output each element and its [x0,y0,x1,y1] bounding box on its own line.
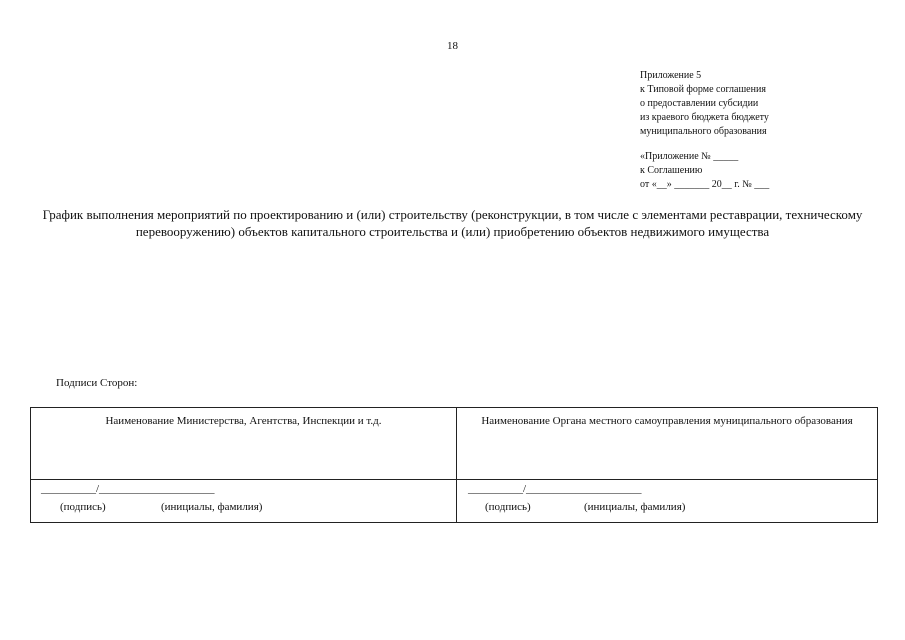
ministry-signature-line: __________/_____________________ [41,483,215,495]
appendix-line: из краевого бюджета бюджету [640,112,769,123]
document-title: График выполнения мероприятий по проектированию и (или) строительству (реконструкции, в том числе с элементами реставрации, техническому перевооружению) объектов капитального строительства и (или) приобретению объектов недвижимого имущества [42,207,863,239]
agreement-line: от «__» _______ 20__ г. № ___ [640,179,770,190]
agreement-reference [640,150,769,192]
appendix-line: о предоставлении субсидии [640,98,759,109]
signatures-label: Подписи Сторон: [56,377,138,389]
appendix-line: муниципального образования [640,126,767,137]
appendix-line: Приложение 5 [640,70,702,81]
municipality-signature-caption: (подпись) [485,501,531,513]
ministry-org-name: Наименование Министерства, Агентства, Инспекции и т.д. [105,415,382,427]
municipality-initials-caption: (инициалы, фамилия) [584,501,686,513]
signature-table [30,407,878,523]
ministry-signature-caption: (подпись) [60,501,106,513]
agreement-line: к Соглашению [640,165,703,176]
municipality-org-name: Наименование Органа местного самоуправления муниципального образования [481,415,853,427]
appendix-header [640,69,769,139]
signature-column-ministry [31,408,457,522]
ministry-initials-caption: (инициалы, фамилия) [161,501,263,513]
agreement-line: «Приложение № _____ [640,151,739,162]
appendix-line: к Типовой форме соглашения [640,84,766,95]
municipality-signature-line: __________/_____________________ [468,483,642,495]
page-number: 18 [447,40,458,52]
signature-column-municipality [457,408,877,522]
